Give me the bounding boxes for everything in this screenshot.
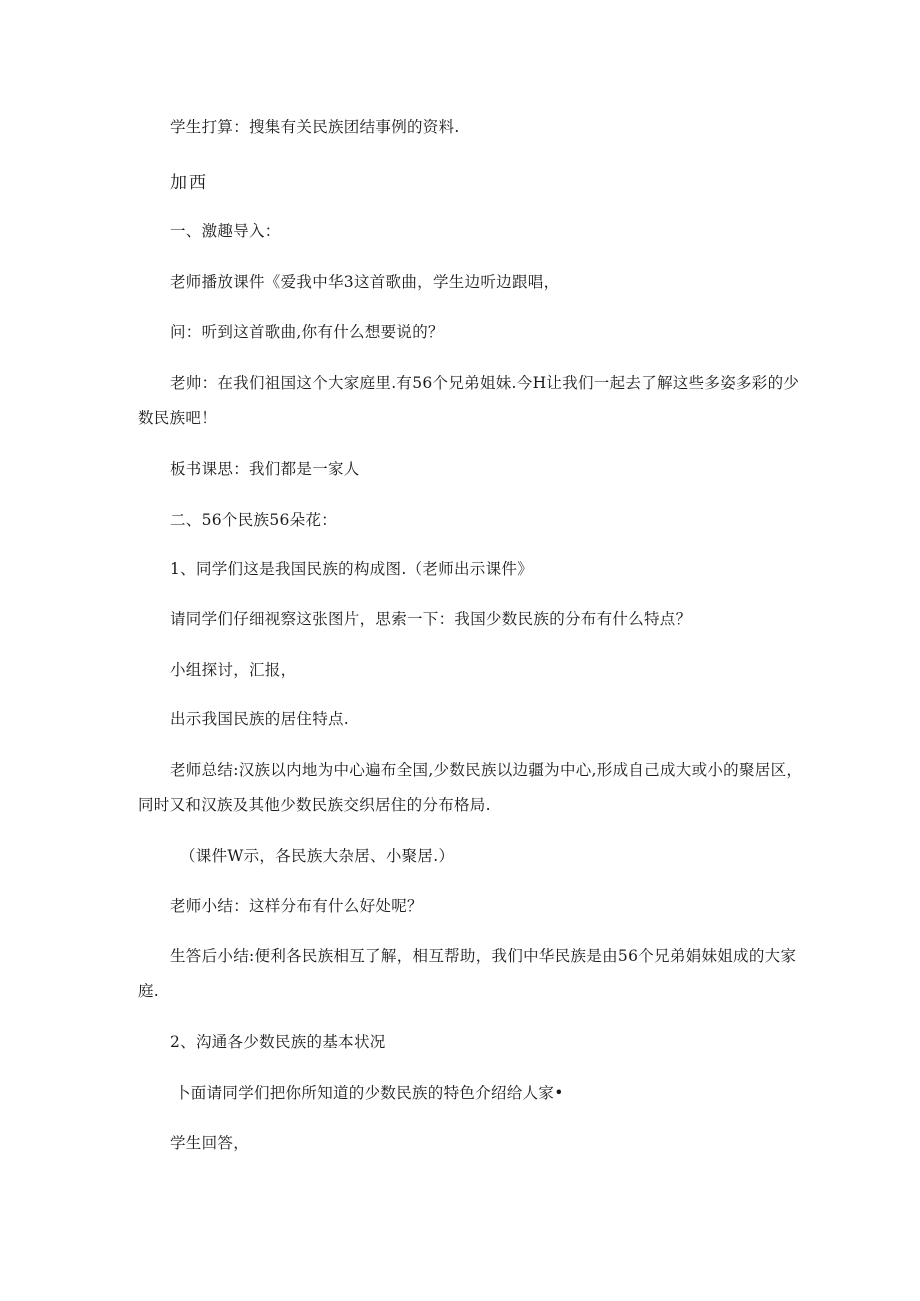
text-line: 板书课思：我们都是一家人 [170, 460, 360, 478]
text-line: 庭. [138, 982, 160, 1000]
text-line: 同时又和汉族及其他少数民族交织居住的分布格局. [138, 796, 491, 814]
text-line: 数民族吧！ [138, 409, 218, 427]
text-line: （课件W示，各民族大杂居、小聚居.） [180, 847, 455, 865]
text-line: 二、56个民族56朵花： [170, 511, 338, 529]
text-line: 老师总结:汉族以内地为中心遍布全国,少数民族以边疆为中心,形成自己成大或小的聚居区， [170, 761, 803, 779]
text-line: 老帅：在我们祖国这个大家庭里.有56个兄弟姐妹.今H让我们一起去了解这些多姿多彩的少 [170, 374, 800, 392]
text-line: 出示我国民族的居住特点. [170, 710, 350, 728]
text-line: 一、激趣导入： [170, 222, 281, 240]
text-line: 请同学们仔细视察这张图片，思索一下：我国少数民族的分布有什么特点？ [170, 610, 692, 628]
text-line: 2、沟通各少数民族的基本状况 [170, 1033, 386, 1051]
text-line: 1、同学们这是我国民族的构成图.（老师出示课件》 [170, 560, 533, 578]
text-line: 问：听到这首歌曲,你有什么想要说的？ [170, 323, 444, 341]
text-line: 学生回答， [170, 1134, 250, 1152]
text-line: 生答后小结:便利各民族相互了解，相互帮助，我们中华民族是由56个兄弟娟妹姐成的大家 [170, 947, 797, 965]
text-line: 卜面请同学们把你所知道的少数民族的特色介绍给人家• [175, 1084, 564, 1102]
text-line: 小组探讨，汇报， [170, 661, 297, 679]
text-line: 老师小结：这样分布有什么好处呢？ [170, 897, 423, 915]
text-line: 老师播放课件《爱我中华3这首歌曲，学生边听边跟唱， [170, 273, 560, 291]
text-line: 学生打算：搜集有关民族团结事例的资料. [170, 118, 460, 136]
section-heading: 加西 [170, 173, 208, 193]
